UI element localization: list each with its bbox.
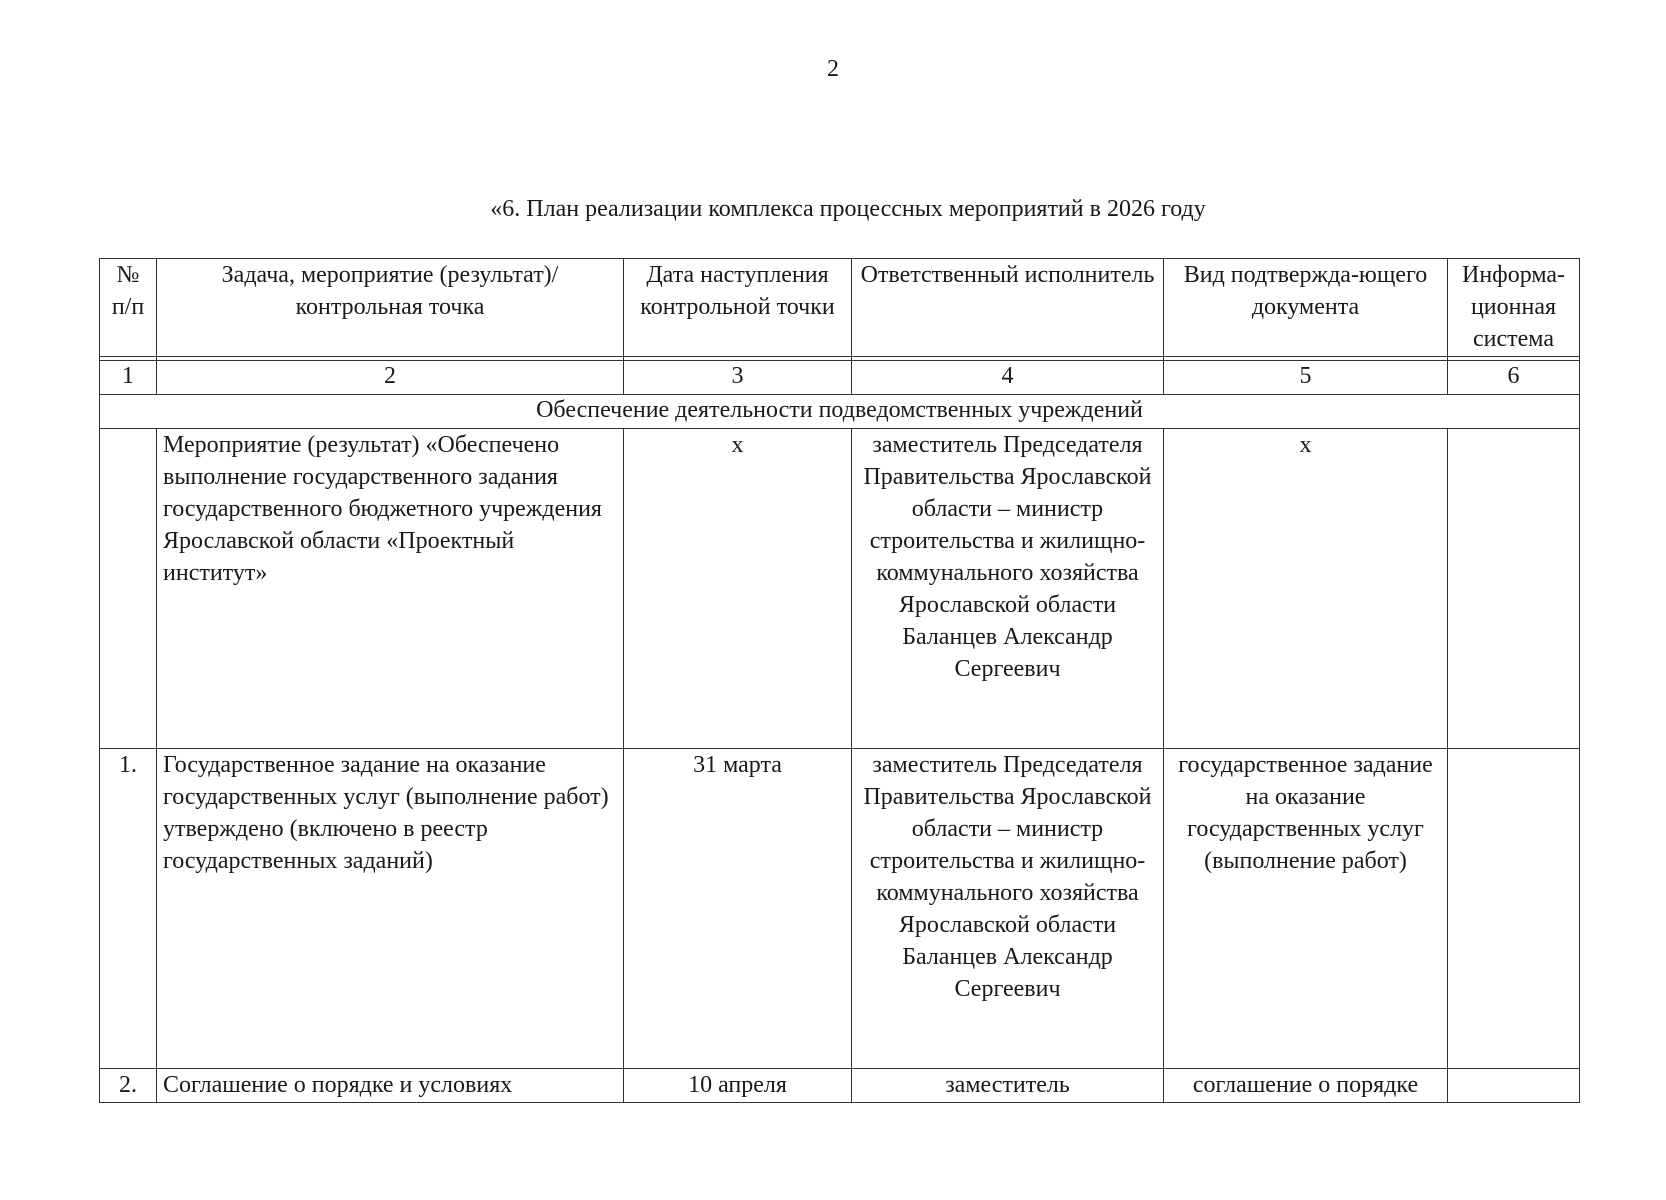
row-system	[1448, 1069, 1580, 1103]
header-num: № п/п	[100, 259, 157, 357]
row-responsible: заместитель Председателя Правительства Ярославской области – министр строительства и жилищно-коммунального хозяйства Ярославской области Баланцев Александр Сергеевич	[852, 749, 1164, 1069]
section-row	[100, 395, 1580, 429]
column-number: 2	[157, 361, 624, 395]
row-system	[1448, 749, 1580, 1069]
table-row	[100, 749, 1580, 1069]
table-row	[100, 1069, 1580, 1103]
header-date: Дата наступления контрольной точки	[624, 259, 852, 357]
column-numbers-row	[100, 361, 1580, 395]
row-document: соглашение о порядке	[1164, 1069, 1448, 1103]
row-document: государственное задание на оказание государственных услуг (выполнение работ)	[1164, 749, 1448, 1069]
page-number: 2	[827, 56, 839, 82]
row-num: 2.	[100, 1069, 157, 1103]
row-document: х	[1164, 429, 1448, 749]
row-task: Мероприятие (результат) «Обеспечено выполнение государственного задания государственного бюджетного учреждения Ярославской области «Проектный институт»	[157, 429, 624, 749]
table-header-row	[100, 259, 1580, 357]
header-responsible: Ответственный исполнитель	[852, 259, 1164, 357]
document-title: «6. План реализации комплекса процессных мероприятий в 2026 году	[490, 196, 1206, 222]
row-responsible: заместитель Председателя Правительства Ярославской области – министр строительства и жилищно-коммунального хозяйства Ярославской области Баланцев Александр Сергеевич	[852, 429, 1164, 749]
column-number: 3	[624, 361, 852, 395]
header-document: Вид подтвержда-ющего документа	[1164, 259, 1448, 357]
column-number: 6	[1448, 361, 1580, 395]
row-num: 1.	[100, 749, 157, 1069]
row-responsible: заместитель	[852, 1069, 1164, 1103]
column-number: 4	[852, 361, 1164, 395]
column-number: 1	[100, 361, 157, 395]
row-num	[100, 429, 157, 749]
row-date: 10 апреля	[624, 1069, 852, 1103]
row-task: Соглашение о порядке и условиях	[157, 1069, 624, 1103]
table-row	[100, 429, 1580, 749]
header-system: Информа-ционная система	[1448, 259, 1580, 357]
section-title: Обеспечение деятельности подведомственных учреждений	[100, 395, 1580, 429]
plan-table	[99, 258, 1580, 1103]
row-system	[1448, 429, 1580, 749]
column-number: 5	[1164, 361, 1448, 395]
row-date: х	[624, 429, 852, 749]
row-date: 31 марта	[624, 749, 852, 1069]
row-task: Государственное задание на оказание государственных услуг (выполнение работ) утверждено (включено в реестр государственных заданий)	[157, 749, 624, 1069]
header-task: Задача, мероприятие (результат)/ контрольная точка	[157, 259, 624, 357]
